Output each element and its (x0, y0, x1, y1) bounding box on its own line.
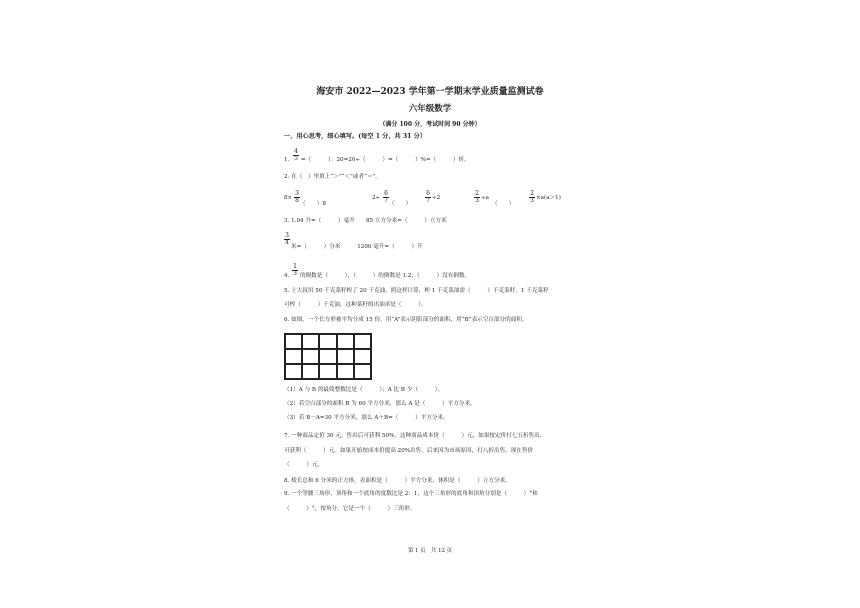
exam-title: 海安市 2022—2023 学年第一学期末学业质量监测试卷 (316, 87, 544, 97)
q2-text: 2. 在（ ）里填上“＞”“＜”或者“＝”。 (284, 174, 381, 180)
q2-e5-fraction: $\frac{2}{3}$ (530, 190, 534, 204)
grid-cell (337, 364, 354, 379)
grid-cell (285, 334, 302, 349)
q7-line3: （ ）元。 (284, 462, 324, 468)
q2-e1-blank: （ ）8 (300, 201, 326, 207)
grid-cell (354, 349, 371, 364)
q3-line2: 米=（ ）分米 1200 毫升=（ ）升 (291, 244, 423, 250)
grid-cell (319, 349, 336, 364)
q3-fraction: $\frac{3}{4}$ (285, 232, 289, 246)
q6-sub3: （3）若 B－A=30 平方分米，那么 A＋B=（ ）平方分米。 (284, 415, 449, 421)
grid-cell (285, 364, 302, 379)
q4-text: 的倒数是（ ），（ ）的倒数是 1.2，（ ）没有倒数。 (300, 273, 471, 279)
grid-cell (337, 334, 354, 349)
grid-cell (354, 364, 371, 379)
q1-number: 1. (284, 157, 290, 163)
q2-e2-pre: 2÷ (372, 195, 381, 201)
q2-e1-pre: 8× (284, 195, 293, 201)
q8-text: 8. 棱长总和 6 分米的正方体，表面积是（ ）平方分米，体积是（ ）立方分米。 (284, 478, 511, 484)
q6-sub1: （1）A 与 B 的最简整数比是（ ）；A 比 B 少（ ）。 (284, 387, 444, 393)
q7-line1: 7. 一种商品定价 30 元，售出后可获利 50%，这种商品成本价（ ）元，如果按定价打七五折售出， (284, 433, 546, 439)
q2-e2-blank: （ ） (389, 201, 412, 207)
q6-rectangle-grid (284, 333, 372, 380)
grid-cell (354, 334, 371, 349)
q2-e5-post: ×a(a＞1) (536, 195, 561, 201)
grid-cell (302, 349, 319, 364)
q4-fraction: $\frac{1}{3}$ (293, 263, 297, 277)
q5-line1: 5. 士大叔用 50 千克菜籽榨了 20 千克油，照这样计算，榨 1 千克菜油需（ ）千克菜籽，1 千克菜籽 (284, 288, 549, 294)
q2-e3-post: ÷2 (432, 195, 441, 201)
grid-cell (302, 364, 319, 379)
page-footer: 第 1 页 共 12 页 (407, 548, 453, 554)
q1-fraction: $\frac{4}{5}$ (294, 148, 298, 162)
grid-cell (302, 334, 319, 349)
q1-text: =（ ）：20=20÷（ ）=（ ）%=（ ）折。 (301, 157, 470, 163)
q4-number: 4. (284, 273, 290, 279)
q2-e3-fraction: $\frac{6}{7}$ (426, 190, 430, 204)
section-one-heading: 一、用心思考，细心填写。(每空 1 分，共 31 分） (284, 133, 427, 140)
grid-cell (337, 349, 354, 364)
grid-cell (285, 349, 302, 364)
q2-e2-fraction: $\frac{6}{7}$ (384, 190, 388, 204)
q2-e4-post: ÷a (481, 195, 490, 201)
q2-e4-fraction: $\frac{2}{3}$ (475, 190, 479, 204)
exam-subject: 六年级数学 (408, 104, 452, 114)
q2-e1-fraction: $\frac{3}{8}$ (295, 190, 299, 204)
q3-line1: 3. 1.04 升=（ ）毫升 85 立方分米=（ ）立方米 (284, 218, 447, 224)
q6-sub2: （2）若空白部分的面积 B 为 60 平方分米，那么 A 是（ ）平方分米。 (284, 401, 476, 407)
exam-note: （满分 100 分，考试时间 90 分钟） (379, 121, 481, 128)
q2-e4-blank: （ ） (492, 201, 515, 207)
q9-line2: （ ）°，按角分，它是一个（ ）三角形。 (284, 506, 416, 512)
q9-line1: 9. 一个等腰三角形，顶角和一个底角的度数比是 2：1，这个三角形的底角和顶角分别是（ ）°和 (284, 491, 538, 497)
q7-line2: 可获利（ ）元。如果开始按成本价提高 20%出售，后来因为市场原因，打八折出售，现在售价 (284, 448, 534, 454)
grid-cell (319, 364, 336, 379)
q6-text: 6. 如图，一个长方形被平均分成 15 份，用“A”表示阴影部分的面积，用“B”表示空白部分的面积。 (284, 317, 528, 323)
q5-line2: 可榨（ ）千克油，这种菜籽的出油率是（ ）。 (284, 302, 427, 308)
exam-page (270, 70, 590, 600)
grid-cell (319, 334, 336, 349)
